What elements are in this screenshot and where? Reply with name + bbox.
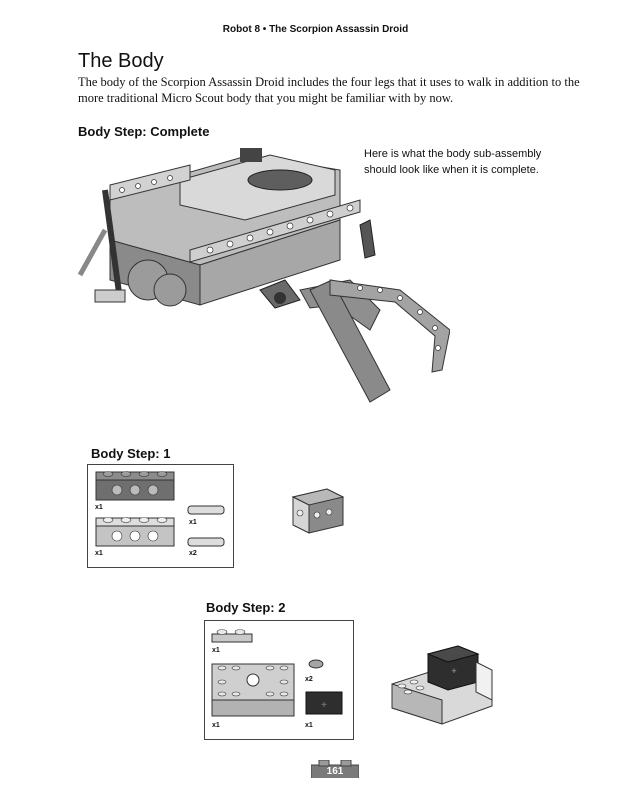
step-complete-title: Body Step: Complete (78, 124, 210, 139)
step-1-result-illustration (287, 485, 349, 535)
intro-paragraph: The body of the Scorpion Assassin Droid includes the four legs that it uses to walk in addition to the more traditional Micro Scout body that you might be familiar with by now. (78, 75, 580, 105)
step-2-part-2-qty: x2 (305, 676, 313, 683)
step-2-part-3-qty: x1 (212, 722, 220, 729)
step-2-parts-illustration (208, 624, 350, 736)
step-complete-description: Here is what the body sub-assembly should look like when it is complete. (364, 148, 542, 176)
step-2-part-4-qty: x1 (305, 722, 313, 729)
page-number: 161 (326, 766, 344, 777)
step-2-result-illustration (388, 640, 498, 730)
running-header: Robot 8 • The Scorpion Assassin Droid (222, 24, 409, 35)
step-1-part-1-qty: x1 (95, 504, 103, 511)
completed-body-illustration (70, 140, 450, 440)
step-1-part-2-qty: x1 (95, 550, 103, 557)
step-1-title: Body Step: 1 (91, 446, 171, 461)
step-1-part-3-qty: x1 (189, 519, 197, 526)
step-2-part-1-qty: x1 (212, 647, 220, 654)
svg-text:+: + (321, 700, 327, 711)
section-title: The Body (78, 50, 164, 72)
step-1-part-4-qty: x2 (189, 550, 197, 557)
step-2-title: Body Step: 2 (206, 600, 286, 615)
svg-text:+: + (451, 666, 457, 676)
step-1-parts-illustration (92, 468, 232, 563)
